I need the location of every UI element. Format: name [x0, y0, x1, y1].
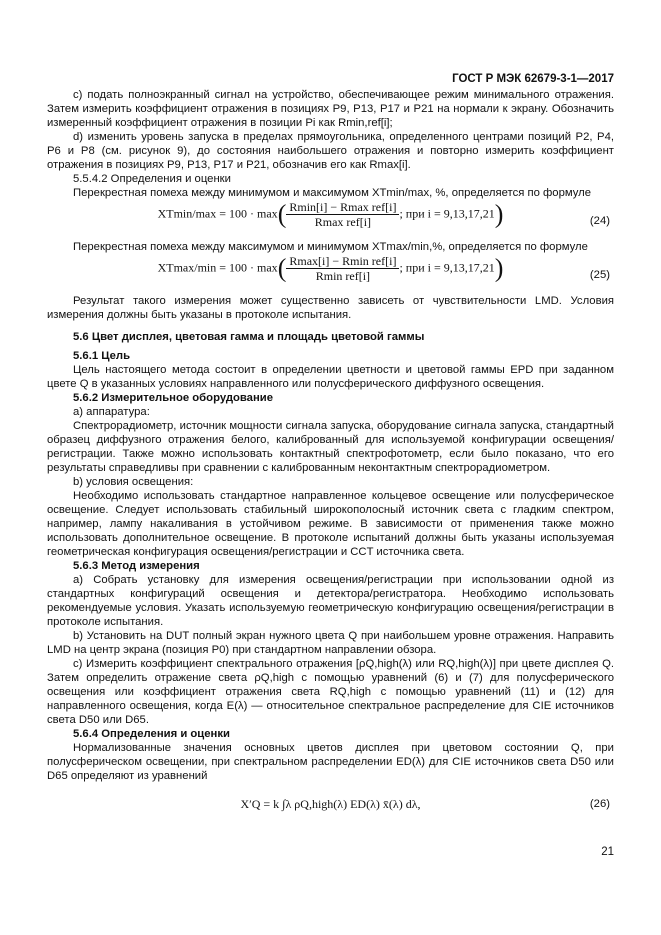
paragraph-method-a: a) Собрать установку для измерения освещения/регистрации при использовании одной из стандартных конфигураций освещения и детектора/регистратора. Необходимо использовать рекомендуемые условия. Указать используемую геометрическую конфигурацию освещения/регистрации в протоколе испытания. [47, 574, 614, 628]
eq25-condition: ; при i = 9,13,17,21 [399, 260, 495, 275]
heading-5-6-1: 5.6.1 Цель [73, 350, 131, 362]
paragraph-method-c: c) Измерить коэффициент спектрального отражения [ρQ,high(λ) или RQ,high(λ)] при цвете дисплея Q. Затем определить отражение света ρQ,high с помощью уравнений (6) и (7) для полусферического освещения или коэффициент отражения света RQ,high с помощью уравнений (11) и (12) для направленного освещения, когда E(λ) — относительное спектральное распределение для CIE источников света D50 или D65. [47, 658, 614, 726]
page-number: 21 [601, 846, 614, 858]
eq25-lhs: XTmax/min = 100 · max [157, 260, 278, 275]
document-header: ГОСТ Р МЭК 62679-3-1—2017 [452, 73, 614, 85]
paragraph-apparatus-label: a) аппаратура: [73, 406, 150, 418]
eq24-numerator: Rmin[i] − Rmax ref[i] [286, 200, 399, 215]
eq24-condition: ; при i = 9,13,17,21 [399, 206, 495, 221]
paragraph-result: Результат такого измерения может существенно зависеть от чувствительности LMD. Условия измерения должны быть указаны в протоколе испытания. [47, 295, 614, 321]
heading-5-6: 5.6 Цвет дисплея, цветовая гамма и площадь цветовой гаммы [73, 331, 425, 343]
eq25-denominator: Rmin ref[i] [315, 269, 371, 283]
equation-24: XTmin/max = 100 · max( $\frac{\text{Rmin[i] − Rmax ref[i]}}{\text{Rmax ref[i]}}$ ; при i = 9,13,17,21) (24) [157, 199, 610, 229]
equation-25: XTmax/min = 100 · max( $\frac{\text{Rmax[i] − Rmin ref[i]}}{\text{Rmin ref[i]}}$ ; при i = 9,13,17,21) (25) [157, 253, 610, 283]
eq26-number: (26) [589, 798, 610, 810]
eq26-formula: X′Q = k ∫λ ρQ,high(λ) ED(λ) x̄(λ) dλ, [240, 797, 421, 811]
heading-5-6-3: 5.6.3 Метод измерения [73, 560, 200, 572]
eq24-denominator: Rmax ref[i] [314, 215, 372, 229]
paragraph-xt-max-min: Перекрестная помеха между максимумом и минимумом XTmax/min,%, определяется по формуле [73, 241, 588, 253]
equation-26 [47, 797, 614, 837]
document-page [47, 0, 614, 935]
heading-5-6-4: 5.6.4 Определения и оценки [73, 728, 230, 740]
eq25-number: (25) [589, 269, 610, 281]
paragraph-method-b: b) Установить на DUT полный экран нужного цвета Q при наибольшем уровне отражения. Направить LMD на центр экрана (позиция P0) при стандартном направлении обзора. [47, 630, 614, 656]
paragraph-d: d) изменить уровень запуска в пределах прямоугольника, определенного центрами позиций P2, P4, P6 и P8 (см. рисунок 9), до состояния наибольшего отражения и повторно измерить коэффициент отражения в позициях P9, P13, P17 и P21, обозначив его как Rmax[i]. [47, 131, 614, 171]
heading-5-5-4-2: 5.5.4.2 Определения и оценки [73, 173, 231, 185]
paragraph-c: c) подать полноэкранный сигнал на устройство, обеспечивающее режим минимального отражения. Затем измерить коэффициент отражения в позициях P9, P13, P17 и P21 на нормали к экрану. Обозначить измеренный коэффициент отражения в позиции Pi как Rmin,ref[i]; [47, 89, 614, 129]
paragraph-5-6-1: Цель настоящего метода состоит в определении цветности и цветовой гаммы EPD при заданном цвете Q в указанных условиях направленного или полусферического диффузного освещения. [47, 364, 614, 390]
heading-5-6-2: 5.6.2 Измерительное оборудование [73, 392, 274, 404]
eq24-lhs: XTmin/max = 100 · max [157, 206, 278, 221]
paragraph-xt-min-max: Перекрестная помеха между минимумом и максимумом XTmin/max, %, определяется по формуле [73, 187, 592, 199]
eq24-number: (24) [589, 215, 610, 227]
paragraph-apparatus: Спектрорадиометр, источник мощности сигнала запуска, оборудование сигнала запуска, стандартный образец диффузного отражения белого, калиброванный для используемой конфигурации освещения/регистрации. Также можно использовать контактный спектрофотометр, если было показано, что его результаты справедливы при сравнении с калиброванным неконтактным спектрорадиометром. [47, 420, 614, 474]
paragraph-5-6-4: Нормализованные значения основных цветов дисплея при цветовом состоянии Q, при полусферическом освещении, при спектральном распределении ED(λ) для CIE источников света D50 или D65 определяют из уравнений [47, 742, 614, 782]
paragraph-lighting: Необходимо использовать стандартное направленное кольцевое освещение или полусферическое освещение. Следует использовать стабильный широкополосный источник света с гладким спектром, например, лампу накаливания в устойчивом режиме. В зависимости от применения также можно использовать дополнительное освещение. В протоколе испытаний должны быть указаны используемая геометрическая конфигурация освещения/регистрации и CCT источника света. [47, 490, 614, 558]
eq25-numerator: Rmax[i] − Rmin ref[i] [286, 254, 399, 269]
document-body [47, 88, 614, 837]
paragraph-lighting-label: b) условия освещения: [73, 476, 194, 488]
